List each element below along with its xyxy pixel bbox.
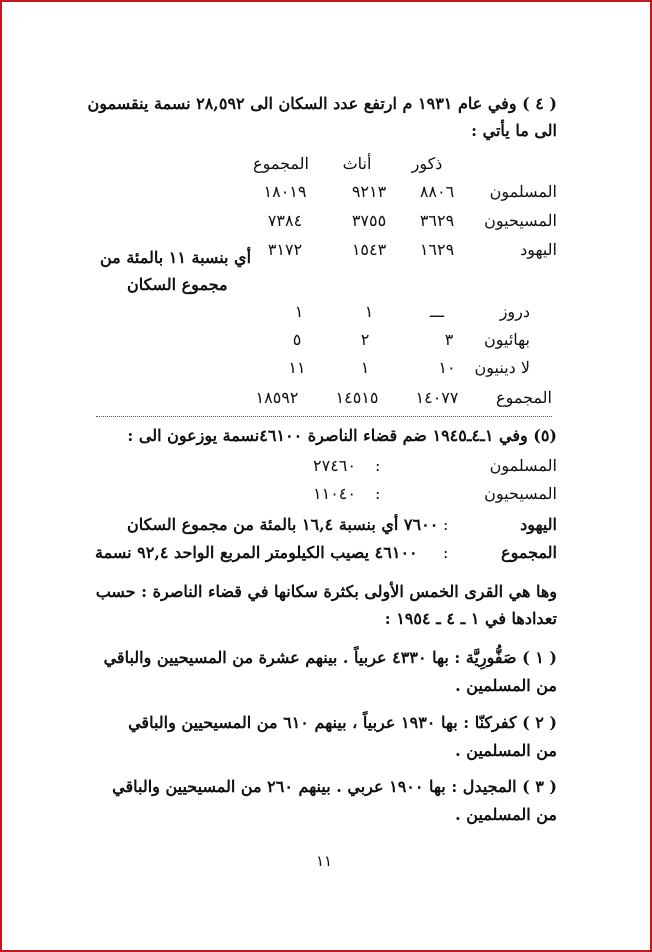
- row-label: لا دينيون: [474, 358, 530, 377]
- cell-females: ٣٧٥٥: [351, 211, 387, 230]
- section-4-line-2: الى ما يأتي :: [471, 121, 557, 140]
- page-number: ١١: [316, 852, 333, 870]
- christians-value: ١١٠٤٠: [313, 484, 356, 503]
- cell-males: ١٤٠٧٧: [415, 388, 459, 407]
- cell-females: ٩٢١٣: [351, 182, 387, 201]
- cell-males: ٣٦٢٩: [419, 211, 455, 230]
- muslims-value: ٢٧٤٦٠: [313, 456, 356, 475]
- row-label: المسيحيون: [484, 211, 557, 230]
- village-1-line-2: من المسلمين .: [455, 676, 557, 695]
- villages-intro-line-2: تعدادها في ١ ـ ٤ ـ ١٩٥٤ :: [384, 609, 557, 628]
- cell-total: ٥: [292, 330, 302, 349]
- row-label: دروز: [499, 302, 530, 321]
- villages-intro-line-1: وها هي القرى الخمس الأولى بكثرة سكانها في قضاء الناصرة : حسب: [95, 582, 557, 601]
- christians-label: المسيحيون: [484, 484, 557, 503]
- cell-total: ١٨٥٩٢: [255, 388, 299, 407]
- jews-percentage-note: أي بنسبة ١١ بالمئة من: [100, 248, 252, 267]
- colon: :: [375, 484, 381, 503]
- header-males: ذكور: [411, 154, 443, 173]
- cell-males: ٨٨٠٦: [419, 182, 455, 201]
- jews-value: ٧٦٠٠ أي بنسبة ١٦,٤ بالمئة من مجموع السكان: [127, 515, 439, 534]
- row-label-total: المجموع: [496, 388, 552, 407]
- total-value: ٤٦١٠٠ يصيب الكيلومتر المربع الواحد ٩٢,٤ نسمة: [95, 543, 418, 562]
- village-2-line-1: ( ٢ ) كفركنّا : بها ١٩٣٠ عربياً ، بينهم ٦١٠ من المسيحيين والباقي: [128, 713, 557, 732]
- village-3-line-2: من المسلمين .: [455, 805, 557, 824]
- village-2-line-2: من المسلمين .: [455, 741, 557, 760]
- header-females: أناث: [342, 154, 372, 173]
- colon: :: [443, 543, 449, 562]
- row-label: اليهود: [520, 240, 557, 259]
- cell-total: ٣١٧٢: [267, 240, 303, 259]
- row-label: بهائيون: [484, 330, 530, 349]
- cell-females: ١٥٤٣: [351, 240, 387, 259]
- cell-males: ١٦٢٩: [419, 240, 455, 259]
- colon: :: [375, 456, 381, 475]
- section-divider: [96, 416, 552, 417]
- village-1-line-1: ( ١ ) صَفُّورِيَّة : بها ٤٣٣٠ عربياً . بينهم عشرة من المسيحيين والباقي: [103, 648, 557, 667]
- colon: :: [443, 515, 449, 534]
- cell-males: ـــ: [429, 302, 445, 321]
- jews-percentage-note-cont: مجموع السكان: [127, 275, 228, 294]
- row-label: المسلمون: [489, 182, 557, 201]
- cell-females: ١٤٥١٥: [335, 388, 379, 407]
- cell-total: ١١: [288, 358, 306, 377]
- cell-total: ٧٣٨٤: [267, 211, 303, 230]
- jews-label: اليهود: [520, 515, 557, 534]
- cell-males: ٣: [444, 330, 454, 349]
- cell-females: ١: [364, 302, 374, 321]
- cell-females: ٢: [360, 330, 370, 349]
- cell-females: ١: [360, 358, 370, 377]
- total-label: المجموع: [501, 543, 557, 562]
- section-5-line-1: (٥) وفي ١ـ٤ـ١٩٤٥ ضم قضاء الناصرة ٤٦١٠٠نسمة يوزعون الى :: [127, 426, 557, 445]
- header-total: المجموع: [253, 154, 309, 173]
- section-4-line-1: ( ٤ ) وفي عام ١٩٣١ م ارتفع عدد السكان الى ٢٨,٥٩٢ نسمة ينقسمون: [87, 94, 557, 113]
- cell-total: ١٨٠١٩: [263, 182, 307, 201]
- cell-males: ١٠: [438, 358, 456, 377]
- muslims-label: المسلمون: [489, 456, 557, 475]
- cell-total: ١: [294, 302, 304, 321]
- village-3-line-1: ( ٣ ) المجيدل : بها ١٩٠٠ عربي . بينهم ٢٦٠ من المسيحيين والباقي: [112, 777, 557, 796]
